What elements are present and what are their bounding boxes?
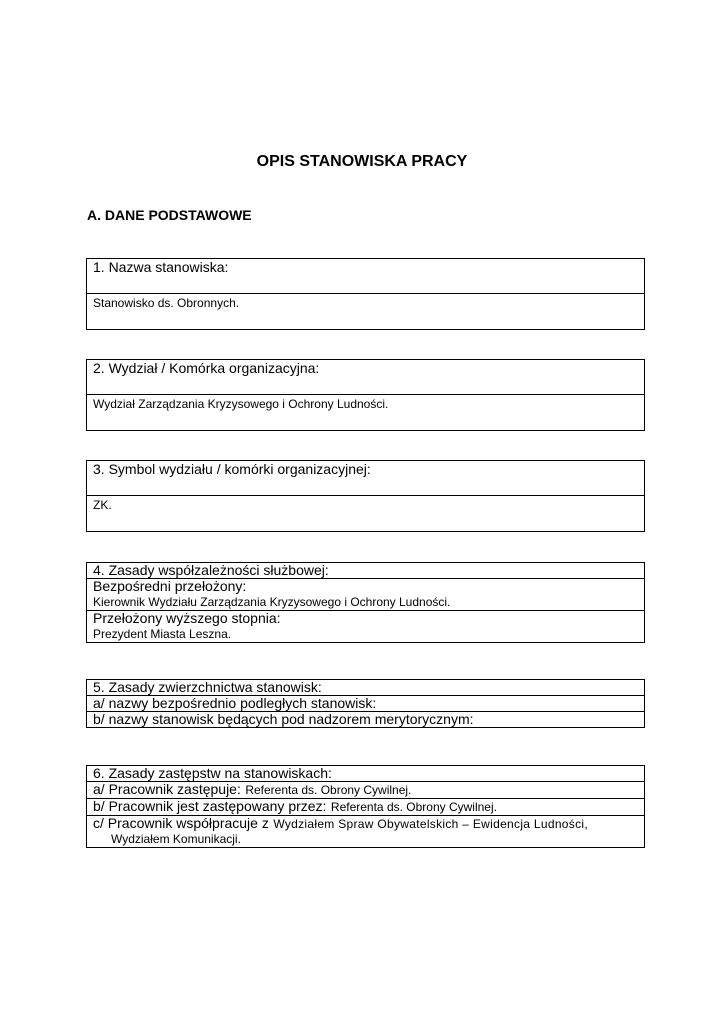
box6-b-value: Referenta ds. Obrony Cywilnej.: [330, 800, 497, 814]
box6-substituted-by: [87, 799, 645, 816]
box1-label: 1. Nazwa stanowiska:: [87, 259, 645, 294]
box4-higher-value: Prezydent Miasta Leszna.: [93, 627, 232, 641]
box-department: [86, 359, 645, 431]
box2-value: Wydział Zarządzania Kryzysowego i Ochrony Ludności.: [87, 395, 645, 431]
box6-label: 6. Zasady zastępstw na stanowiskach:: [87, 766, 645, 782]
box-position-name: [86, 258, 645, 330]
box4-direct-label: Bezpośredni przełożony:: [93, 578, 247, 594]
box6-c-value-line2: Wydziałem Komunikacji.: [111, 832, 241, 846]
box-service-relations: [86, 562, 645, 643]
box1-value: Stanowisko ds. Obronnych.: [87, 294, 645, 330]
box4-higher-label: Przełożony wyższego stopnia:: [93, 610, 281, 626]
box6-c-label: c/ Pracownik współpracuje z: [93, 815, 269, 831]
box3-label: 3. Symbol wydziału / komórki organizacyjnej:: [87, 461, 645, 496]
box-substitutions: [86, 765, 645, 848]
box6-c-value-line1: Wydziałem Spraw Obywatelskich – Ewidencja Ludności,: [273, 817, 588, 831]
box4-direct-superior: [87, 579, 645, 611]
box6-substitutes: [87, 782, 645, 799]
box4-higher-superior: [87, 611, 645, 643]
box5-substantive: b/ nazwy stanowisk będących pod nadzorem merytorycznym:: [87, 712, 645, 728]
box6-cooperates: [87, 816, 645, 848]
section-heading-a: A. DANE PODSTAWOWE: [87, 207, 252, 223]
box6-a-value: Referenta ds. Obrony Cywilnej.: [245, 783, 412, 797]
box-supervision: [86, 679, 645, 728]
box6-a-label: a/ Pracownik zastępuje:: [93, 781, 241, 797]
document-title: OPIS STANOWISKA PRACY: [256, 153, 468, 170]
box3-value: ZK.: [87, 496, 645, 532]
box5-label: 5. Zasady zwierzchnictwa stanowisk:: [87, 680, 645, 696]
box6-b-label: b/ Pracownik jest zastępowany przez:: [93, 798, 327, 814]
box4-label: 4. Zasady współzależności służbowej:: [87, 563, 645, 579]
box2-label: 2. Wydział / Komórka organizacyjna:: [87, 360, 645, 395]
box4-direct-value: Kierownik Wydziału Zarządzania Kryzysowego i Ochrony Ludności.: [93, 595, 451, 609]
box5-subordinate: a/ nazwy bezpośrednio podległych stanowisk:: [87, 696, 645, 712]
box-department-symbol: [86, 460, 645, 532]
